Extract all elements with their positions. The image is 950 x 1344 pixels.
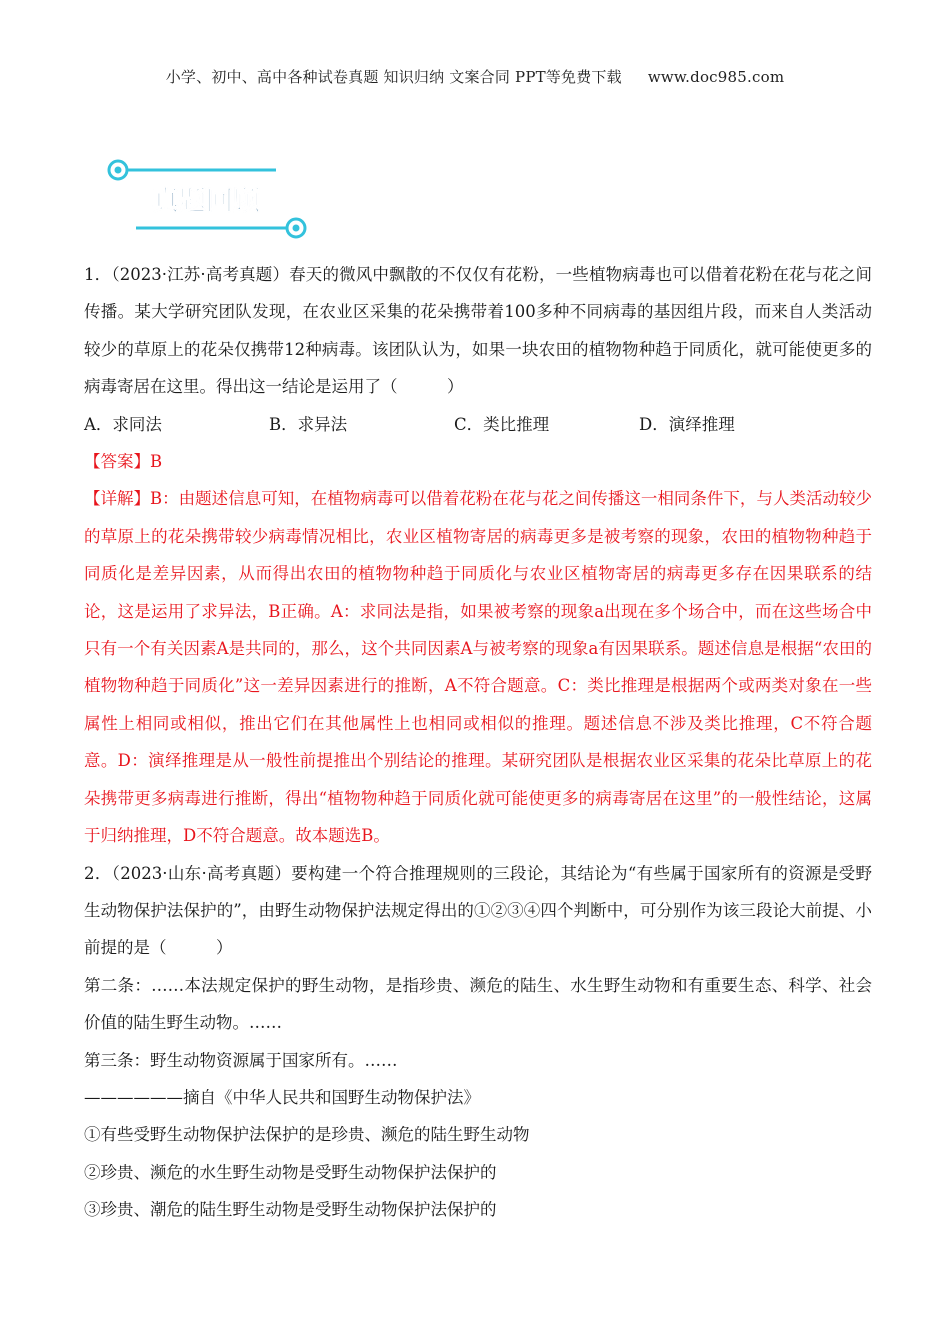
header-text: 小学、初中、高中各种试卷真题 知识归纳 文案合同 PPT等免费下载: [165, 68, 622, 86]
section-banner: [98, 150, 318, 245]
q2-article-3: 第三条：野生动物资源属于国家所有。……: [84, 1050, 398, 1070]
q2-stem: 2．（2023·山东·高考真题）要构建一个符合推理规则的三段论，其结论为“有些属于国家所有的资源是受野生动物保护法保护的”，由野生动物保护法规定得出的①②③④四个判断中，可分别作为该三段论大前提、小前提的是（ ）: [84, 863, 872, 958]
q1-options: [84, 406, 872, 443]
q1-answer: 【答案】B: [84, 452, 163, 472]
q1-option-c: C．类比推理: [454, 414, 550, 434]
q2-item-3: ③珍贵、潮危的陆生野生动物是受野生动物保护法保护的: [84, 1200, 497, 1220]
q2-item-1: ①有些受野生动物保护法保护的是珍贵、濒危的陆生野生动物: [84, 1125, 530, 1145]
q1-stem: 1．（2023·江苏·高考真题）春天的微风中飘散的不仅仅有花粉，一些植物病毒也可以借着花粉在花与花之间传播。某大学研究团队发现，在农业区采集的花朵携带着100多种不同病毒的基因组片段，而来自人类活动较少的草原上的花朵仅携带12种病毒。该团队认为，如果一块农田的植物物种趋于同质化，就可能使更多的病毒寄居在这里。得出这一结论是运用了（ ）: [84, 265, 872, 397]
q2-article-2: 第二条：……本法规定保护的野生动物，是指珍贵、濒危的陆生、水生野生动物和有重要生态、科学、社会价值的陆生野生动物。……: [84, 975, 872, 1033]
q1-detail: 【详解】B：由题述信息可知，在植物病毒可以借着花粉在花与花之间传播这一相同条件下，与人类活动较少的草原上的花朵携带较少病毒情况相比，农业区植物寄居的病毒更多是被考察的现象，农田的植物物种趋于同质化是差异因素，从而得出农田的植物物种趋于同质化与农业区植物寄居的病毒更多存在因果联系的结论，这是运用了求异法，B正确。A：求同法是指，如果被考察的现象a出现在多个场合中，而在这些场合中只有一个有关因素A是共同的，那么，这个共同因素A与被考察的现象a有因果联系。题述信息是根据“农田的植物物种趋于同质化”这一差异因素进行的推断，A不符合题意。C：类比推理是根据两个或两类对象在一些属性上相同或相似，推出它们在其他属性上也相同或相似的推理。题述信息不涉及类比推理，C不符合题意。D：演绎推理是从一般性前提推出个别结论的推理。某研究团队是根据农业区采集的花朵比草原上的花朵携带更多病毒进行推断，得出“植物物种趋于同质化就可能使更多的病毒寄居在这里”的一般性结论，这属于归纳推理，D不符合题意。故本题选B。: [84, 489, 872, 846]
q1-option-b: B．求异法: [269, 414, 348, 434]
q1-option-a: A．求同法: [84, 414, 162, 434]
page-header: [0, 66, 950, 87]
q1-option-d: D．演绎推理: [639, 414, 735, 434]
header-site-link[interactable]: www.doc985.com: [647, 68, 785, 86]
q2-source: ——————摘自《中华人民共和国野生动物保护法》: [84, 1087, 480, 1107]
banner-title: 真题回顾: [152, 186, 260, 217]
question-content: [84, 256, 872, 1229]
q2-item-2: ②珍贵、濒危的水生野生动物是受野生动物保护法保护的: [84, 1162, 497, 1182]
